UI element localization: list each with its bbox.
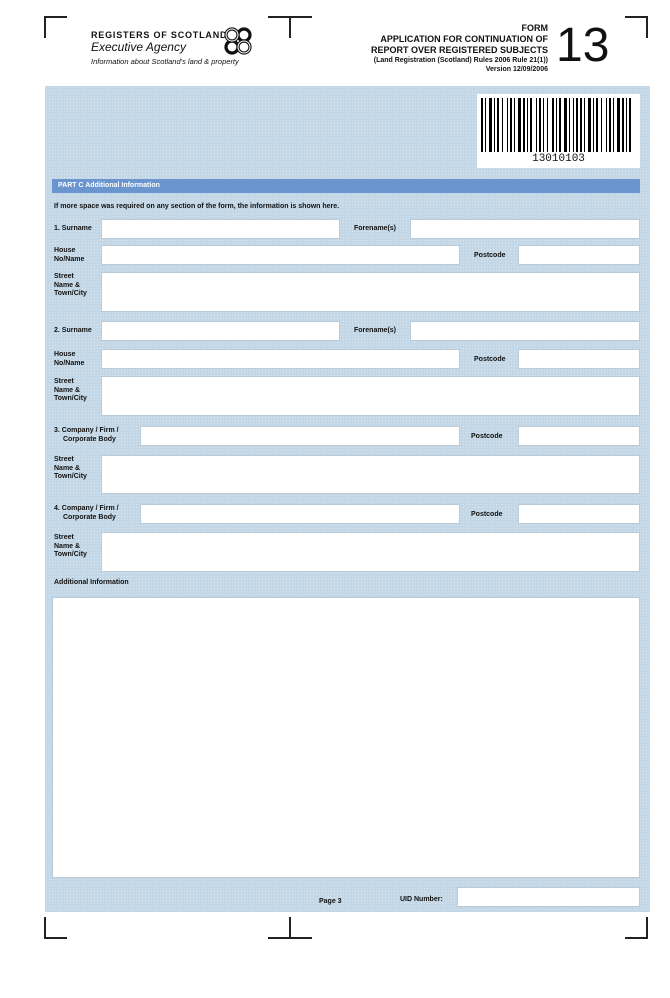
barcode-bar xyxy=(584,98,585,152)
org-name: REGISTERS OF SCOTLAND xyxy=(91,30,228,40)
street-3-label-line3: Town/City xyxy=(54,473,87,480)
additional-info-field[interactable] xyxy=(52,597,640,878)
form-word: FORM xyxy=(521,23,548,33)
barcode-bar xyxy=(514,98,515,152)
barcode-bar xyxy=(588,98,591,152)
company-3-label xyxy=(54,427,119,444)
section-instruction: If more space was required on any section of the form, the information is shown here. xyxy=(54,203,340,210)
barcode-bar xyxy=(556,98,557,152)
form-number: 13 xyxy=(556,19,610,72)
barcode-bar xyxy=(564,98,567,152)
barcode-bar xyxy=(622,98,624,152)
barcode-bar xyxy=(485,98,486,152)
street-3-field[interactable] xyxy=(101,455,640,494)
barcode-bar xyxy=(606,98,607,152)
barcode-bar xyxy=(481,98,483,152)
street-3-label-line1: Street xyxy=(54,456,74,463)
page-number: Page 3 xyxy=(319,898,342,905)
street-4-field[interactable] xyxy=(101,532,640,572)
forename-1-label: Forename(s) xyxy=(354,225,397,232)
street-1-label xyxy=(54,273,87,299)
barcode-bar xyxy=(609,98,611,152)
house-2-field[interactable] xyxy=(101,349,460,369)
barcode-bar xyxy=(573,98,574,152)
crop-mark-tl-v xyxy=(44,16,46,38)
street-2-label-line3: Town/City xyxy=(54,395,87,402)
barcode-bar xyxy=(527,98,528,152)
crop-mark-bc-v xyxy=(289,917,291,939)
barcode-bar xyxy=(576,98,578,152)
company-4-label xyxy=(54,505,119,522)
street-4-label-line1: Street xyxy=(54,534,74,541)
barcode-bar xyxy=(613,98,614,152)
surname-2-field[interactable] xyxy=(101,321,340,341)
crop-mark-br-v xyxy=(646,917,648,939)
barcode-bar xyxy=(497,98,499,152)
house-1-label xyxy=(54,247,84,264)
surname-2-label: 2. Surname xyxy=(54,327,92,334)
barcode-bar xyxy=(489,98,492,152)
crop-mark-br-h xyxy=(625,937,648,939)
street-4-label-line2: Name & xyxy=(54,542,81,550)
house-1-label-line2: No/Name xyxy=(54,255,85,263)
street-2-label-line1: Street xyxy=(54,378,74,385)
street-3-label-line2: Name & xyxy=(54,464,81,472)
barcode-bar xyxy=(536,98,537,152)
street-1-label-line3: Town/City xyxy=(54,290,87,297)
section-title: PART C Additional Information xyxy=(52,179,640,193)
surname-1-label: 1. Surname xyxy=(54,225,92,232)
house-2-label-line2: No/Name xyxy=(54,359,85,367)
postcode-2-field[interactable] xyxy=(518,349,640,369)
additional-info-label: Additional Information xyxy=(54,579,129,586)
postcode-1-label: Postcode xyxy=(474,252,506,259)
company-3-label-line1: 3. Company / Firm / xyxy=(54,427,119,434)
surname-1-field[interactable] xyxy=(101,219,340,239)
barcode-bar xyxy=(552,98,554,152)
form-rules: (Land Registration (Scotland) Rules 2006 Rule 21(1)) xyxy=(373,57,548,64)
barcode-bar xyxy=(629,98,631,152)
barcode-bar xyxy=(569,98,570,152)
postcode-4-field[interactable] xyxy=(518,504,640,524)
form-version: Version 12/09/2006 xyxy=(485,66,548,73)
barcode-bar xyxy=(596,98,598,152)
barcode-bar xyxy=(543,98,544,152)
barcode-number: 13010103 xyxy=(532,153,585,165)
company-4-label-line2: Corporate Body xyxy=(63,513,116,521)
street-1-label-line2: Name & xyxy=(54,281,81,289)
barcode-bars xyxy=(477,96,640,154)
ros-knot-logo-icon xyxy=(223,26,253,56)
street-2-label xyxy=(54,378,87,404)
forename-1-field[interactable] xyxy=(410,219,640,239)
barcode-bar xyxy=(601,98,602,152)
barcode-bar xyxy=(502,98,503,152)
forename-2-label: Forename(s) xyxy=(354,327,397,334)
postcode-1-field[interactable] xyxy=(518,245,640,265)
house-2-label-line1: House xyxy=(54,351,76,358)
agency-name: Executive Agency xyxy=(91,40,186,54)
barcode-bar xyxy=(559,98,561,152)
postcode-3-field[interactable] xyxy=(518,426,640,446)
company-4-label-line1: 4. Company / Firm / xyxy=(54,505,119,512)
crop-mark-tr-v xyxy=(646,16,648,38)
barcode-bar xyxy=(547,98,548,152)
street-3-label xyxy=(54,456,87,482)
barcode-bar xyxy=(510,98,512,152)
crop-mark-tr-h xyxy=(625,16,648,18)
uid-field[interactable] xyxy=(457,887,640,907)
company-3-field[interactable] xyxy=(140,426,460,446)
barcode-bar xyxy=(507,98,508,152)
form-title-line2: REPORT OVER REGISTERED SUBJECTS xyxy=(370,45,548,55)
tagline: Information about Scotland's land & property xyxy=(91,57,239,66)
barcode-bar xyxy=(494,98,495,152)
barcode xyxy=(477,94,640,168)
street-1-label-line1: Street xyxy=(54,273,74,280)
barcode-bar xyxy=(539,98,541,152)
street-2-label-line2: Name & xyxy=(54,386,81,394)
house-1-field[interactable] xyxy=(101,245,460,265)
forename-2-field[interactable] xyxy=(410,321,640,341)
barcode-bar xyxy=(580,98,582,152)
form-title-line1: APPLICATION FOR CONTINUATION OF xyxy=(380,34,548,44)
uid-label: UID Number: xyxy=(400,896,443,903)
street-2-field[interactable] xyxy=(101,376,640,416)
house-1-label-line1: House xyxy=(54,247,76,254)
street-1-field[interactable] xyxy=(101,272,640,312)
postcode-4-label: Postcode xyxy=(471,511,503,518)
barcode-bar xyxy=(593,98,594,152)
crop-mark-bl-h xyxy=(44,937,67,939)
postcode-3-label: Postcode xyxy=(471,433,503,440)
company-4-field[interactable] xyxy=(140,504,460,524)
barcode-bar xyxy=(617,98,620,152)
street-4-label xyxy=(54,534,87,560)
crop-mark-bl-v xyxy=(44,917,46,939)
form-title-block xyxy=(288,23,548,74)
company-3-label-line2: Corporate Body xyxy=(63,435,116,443)
street-4-label-line3: Town/City xyxy=(54,551,87,558)
barcode-bar xyxy=(626,98,627,152)
barcode-bar xyxy=(530,98,532,152)
house-2-label xyxy=(54,351,84,368)
barcode-bar xyxy=(523,98,525,152)
crop-mark-tl-h xyxy=(44,16,67,18)
barcode-bar xyxy=(518,98,521,152)
postcode-2-label: Postcode xyxy=(474,356,506,363)
